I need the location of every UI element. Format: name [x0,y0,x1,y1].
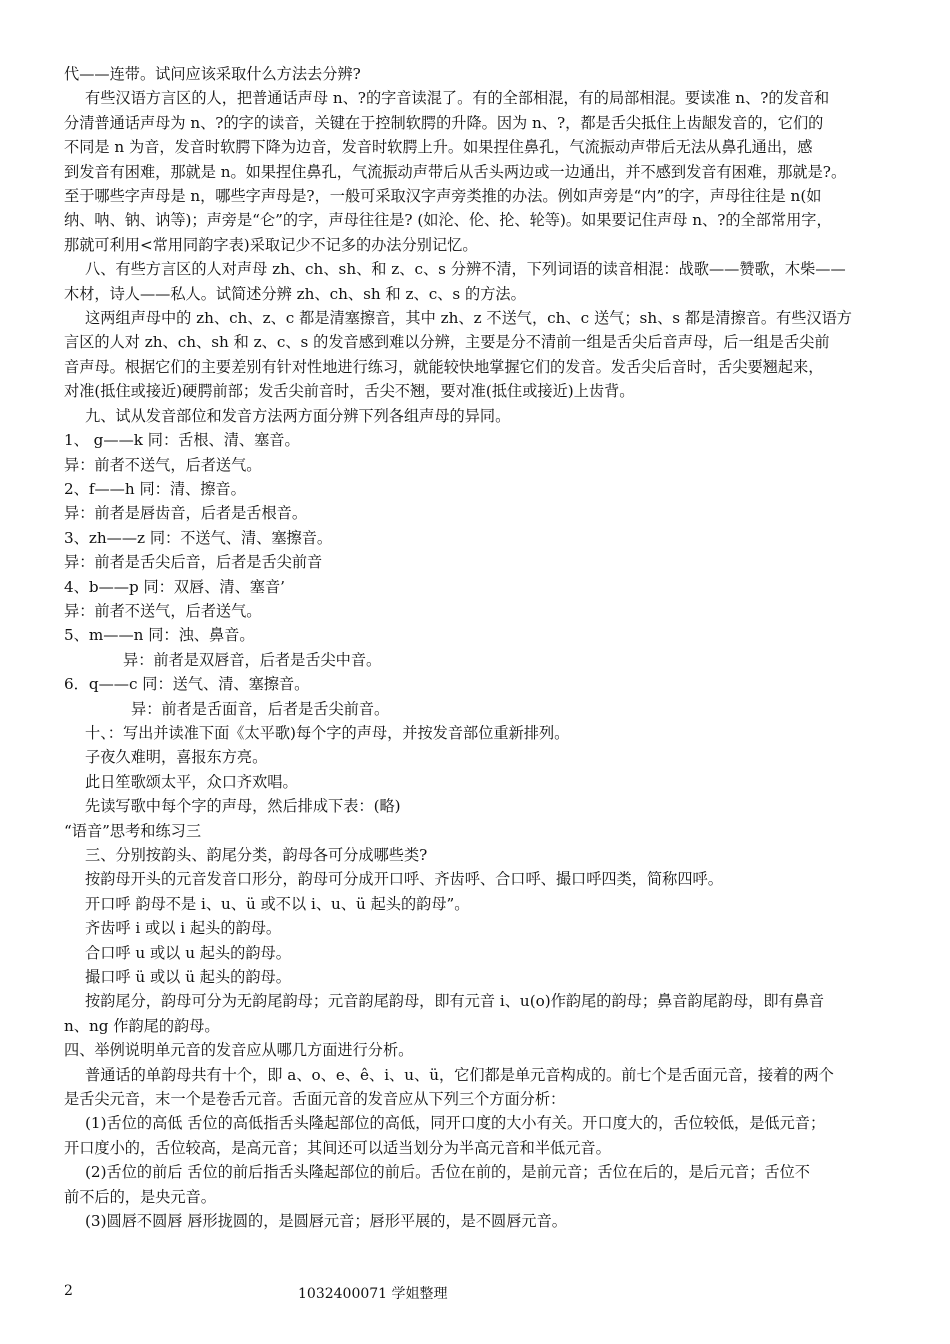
text-line: 开口呼 韵母不是 i、u、ü 或不以 i、u、ü 起头的韵母”。 [85,894,470,913]
text-line: 分清普通话声母为 n、?的字的读音，关键在于控制软腭的升降。因为 n、?，都是舌尖抵住上齿龈发音的，它们的 [64,113,824,132]
text-line: 言区的人对 zh、ch、sh 和 z、c、s 的发音感到难以分辨，主要是分不清前一组是舌尖后音声母，后一组是舌尖前 [64,333,830,352]
text-line: 纳、呐、钠、讷等)；声旁是“仑”的字，声母往往是? (如沦、伦、抡、轮等)。如果要记住声母 n、?的全部常用字， [64,211,832,230]
text-line: 那就可利用<常用同韵字表)采取记少不记多的办法分别记忆。 [64,235,478,254]
text-line: 异：前者不送气，后者送气。 [64,455,262,474]
text-line: 按韵母开头的元音发音口形分，韵母可分成开口呼、齐齿呼、合口呼、撮口呼四类，简称四呼。 [85,870,723,889]
text-line: 6．q——c 同：送气、清、塞擦音。 [64,675,310,694]
text-line: 先读写歌中每个字的声母，然后排成下表：(略) [85,797,401,816]
text-line: (2)舌位的前后 舌位的前后指舌头隆起部位的前后。舌位在前的，是前元音；舌位在后的，是后元音；舌位不 [85,1163,810,1182]
text-line: 按韵尾分，韵母可分为无韵尾韵母；元音韵尾韵母，即有元音 i、u(o)作韵尾的韵母；鼻音韵尾韵母，即有鼻音 [85,992,825,1011]
text-line: 开口度小的，舌位较高，是高元音；其间还可以适当划分为半高元音和半低元音。 [64,1138,611,1157]
text-line: 十、：写出并读准下面《太平歌)每个字的声母，并按发音部位重新排列。 [85,723,570,742]
text-line: 1、 g——k 同：舌根、清、塞音。 [64,431,300,450]
text-line: 子夜久难明，喜报东方亮。 [85,748,268,767]
text-line: 对准(抵住或接近)硬腭前部；发舌尖前音时，舌尖不翘，要对准(抵住或接近)上齿背。 [64,382,635,401]
text-line: 前不后的，是央元音。 [64,1187,216,1206]
text-line: (3)圆唇不圆唇 唇形拢圆的，是圆唇元音；唇形平展的，是不圆唇元音。 [85,1212,567,1231]
text-line: 代——连带。试问应该采取什么方法去分辨? [64,65,361,83]
text-line: 异：前者是唇齿音，后者是舌根音。 [64,504,307,523]
text-line: 5、m——n 同：浊、鼻音。 [64,626,255,645]
text-line: 异：前者不送气，后者送气。 [64,601,262,620]
text-line: 2、f——h 同：清、擦音。 [64,479,246,498]
text-line: 4、b——p 同：双唇、清、塞音’ [64,577,286,596]
text-line: 异：前者是舌面音，后者是舌尖前音。 [131,699,390,718]
text-line: (1)舌位的高低 舌位的高低指舌头隆起部位的高低，同开口度的大小有关。开口度大的，舌位较低，是低元音； [85,1114,826,1133]
text-line: 至于哪些字声母是 n，哪些字声母是?，一般可采取汉字声旁类推的办法。例如声旁是“内”的字，声母往往是 n(如 [64,187,822,206]
text-line: 四、举例说明单元音的发音应从哪几方面进行分析。 [64,1041,414,1060]
footer-source: 1032400071 学姐整理 [298,1286,448,1302]
document-body [64,62,894,1234]
text-line: n、ng 作韵尾的韵母。 [64,1016,220,1035]
text-line: 不同是 n 为音，发音时软腭下降为边音，发音时软腭上升。如果捏住鼻孔，气流振动声带后无法从鼻孔通出，感 [64,138,813,157]
text-line: 是舌尖元音，末一个是卷舌元音。舌面元音的发音应从下列三个方面分析： [64,1090,566,1109]
text-line: 有些汉语方言区的人，把普通话声母 n、?的字音读混了。有的全部相混，有的局部相混。要读准 n、?的发音和 [85,89,830,108]
text-line: 木材，诗人——私人。试简述分辨 zh、ch、sh 和 z、c、s 的方法。 [64,284,526,303]
text-line: 3、zh——z 同：不送气、清、塞擦音。 [64,528,333,547]
text-line: 合口呼 u 或以 u 起头的韵母。 [85,943,291,962]
text-line: “语音”思考和练习三 [64,821,202,840]
text-line: 三、分别按韵头、韵尾分类，韵母各可分成哪些类? [85,846,428,864]
text-line: 到发音有困难，那就是 n。如果捏住鼻孔，气流振动声带后从舌头两边或一边通出，并不感到发音有困难，那就是?。 [64,162,847,181]
text-line: 这两组声母中的 zh、ch、z、c 都是清塞擦音，其中 zh、z 不送气，ch、c 送气；sh、s 都是清擦音。有些汉语方 [85,309,852,328]
text-line: 异：前者是舌尖后音，后者是舌尖前音 [64,553,323,572]
text-line: 九、试从发音部位和发音方法两方面分辨下列各组声母的异同。 [85,406,511,425]
text-line: 八、有些方言区的人对声母 zh、ch、sh、和 z、c、s 分辨不清，下列词语的读音相混：战歌——赞歌，木柴—— [85,260,846,279]
text-line: 普通话的单韵母共有十个，即 a、o、e、ê、i、u、ü，它们都是单元音构成的。前七个是舌面元音，接着的两个 [85,1065,834,1084]
text-line: 齐齿呼 i 或以 i 起头的韵母。 [85,919,282,938]
text-line: 异：前者是双唇音，后者是舌尖中音。 [123,650,382,669]
page-number: 2 [64,1283,73,1299]
text-line: 音声母。根据它们的主要差别有针对性地进行练习，就能较快地掌握它们的发音。发舌尖后音时，舌尖要翘起来， [64,357,824,376]
text-line: 撮口呼 ü 或以 ü 起头的韵母。 [85,968,291,987]
text-line: 此日笙歌颂太平，众口齐欢唱。 [85,772,298,791]
